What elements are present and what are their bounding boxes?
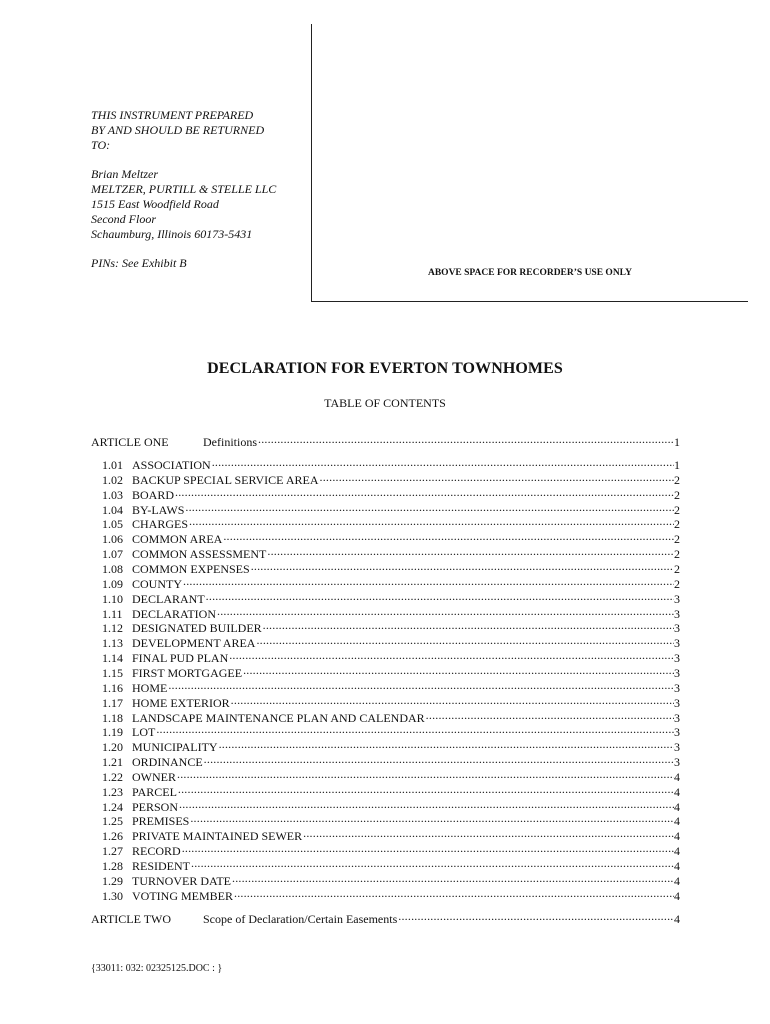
page-number: 4: [674, 814, 680, 829]
dot-leader: [266, 544, 674, 558]
document-title: DECLARATION FOR EVERTON TOWNHOMES: [207, 360, 563, 377]
section-title: OWNER: [132, 769, 176, 784]
dot-leader: [216, 604, 674, 618]
section-number: 1.03: [102, 487, 123, 502]
section-title: COMMON EXPENSES: [132, 562, 250, 576]
section-number: 1.21: [102, 755, 123, 769]
section-title: BOARD: [132, 487, 175, 502]
dot-leader: [231, 871, 674, 885]
section-title: RECORD: [132, 844, 181, 859]
toc-section-row[interactable]: [102, 767, 680, 784]
page-number: 4: [674, 888, 680, 903]
toc-section-row[interactable]: [102, 752, 680, 769]
page-number: 2: [674, 532, 680, 547]
section-number: 1.20: [102, 740, 123, 755]
toc-section-row[interactable]: [102, 663, 680, 680]
dot-leader: [257, 432, 674, 446]
toc-section-row[interactable]: [102, 797, 680, 814]
page-number: 4: [674, 799, 680, 814]
section-number: 1.09: [102, 576, 123, 591]
section-title: MUNICIPALITY: [132, 740, 218, 755]
article-title: Scope of Declaration/Certain Easements: [203, 912, 398, 926]
toc-section-row[interactable]: [102, 514, 680, 532]
page-number: 2: [674, 562, 680, 576]
page-number: 4: [674, 873, 680, 888]
dot-leader: [167, 678, 674, 692]
preparer-heading-line: TO:: [91, 138, 111, 152]
toc-section-row[interactable]: [102, 648, 680, 665]
section-title: HOME EXTERIOR: [132, 695, 230, 710]
section-title: LANDSCAPE MAINTENANCE PLAN AND CALENDAR: [132, 710, 425, 725]
section-number: 1.07: [102, 547, 123, 562]
section-title: BACKUP SPECIAL SERVICE AREA: [132, 472, 319, 487]
toc-section-row[interactable]: [102, 841, 680, 859]
section-number: 1.04: [102, 502, 123, 517]
dot-leader: [174, 485, 674, 499]
page-number: 3: [674, 636, 680, 651]
section-number: 1.19: [102, 725, 123, 740]
section-number: 1.26: [102, 829, 123, 844]
section-title: DECLARANT: [132, 591, 205, 606]
toc-section-row[interactable]: [102, 470, 680, 487]
toc-section-row[interactable]: [102, 811, 680, 829]
toc-section-row[interactable]: [102, 544, 680, 562]
page-number: 3: [674, 695, 680, 710]
section-title: VOTING MEMBER: [132, 888, 233, 903]
toc-section-row[interactable]: [102, 708, 680, 725]
section-title: COMMON AREA: [132, 532, 223, 547]
preparer-city: Schaumburg, Illinois 60173-5431: [91, 227, 253, 241]
section-number: 1.22: [102, 769, 123, 784]
section-number: 1.11: [102, 606, 123, 621]
section-number: 1.18: [102, 710, 123, 725]
page-number: 2: [674, 547, 680, 562]
toc-section-row[interactable]: [102, 722, 680, 740]
page-number: 1: [674, 458, 680, 472]
dot-leader: [222, 529, 674, 543]
section-title: COUNTY: [132, 576, 182, 591]
toc-section-row[interactable]: [102, 485, 680, 502]
toc-section-row[interactable]: [102, 604, 680, 621]
dot-leader: [250, 559, 674, 573]
dot-leader: [184, 500, 674, 514]
page-number: 2: [674, 502, 680, 517]
page-number: 3: [674, 651, 680, 665]
pins-note: PINs: See Exhibit B: [91, 256, 187, 270]
page-number: 2: [674, 487, 680, 502]
section-title: ORDINANCE: [132, 755, 203, 769]
page-number: 3: [674, 591, 680, 606]
toc-section-row[interactable]: [102, 500, 680, 517]
preparer-name: Brian Meltzer: [91, 167, 158, 181]
dot-leader: [181, 841, 674, 855]
section-title: HOME: [132, 680, 168, 695]
page-number: 3: [674, 725, 680, 740]
preparer-heading-line: BY AND SHOULD BE RETURNED: [91, 123, 265, 137]
section-number: 1.02: [102, 472, 123, 487]
section-number: 1.05: [102, 517, 123, 532]
dot-leader: [189, 811, 674, 825]
preparer-floor: Second Floor: [91, 212, 156, 226]
recorder-box-vertical-rule: [311, 24, 312, 302]
toc-section-row[interactable]: [102, 574, 680, 591]
dot-leader: [262, 618, 674, 632]
dot-leader: [155, 722, 674, 736]
page-number: 4: [674, 912, 680, 926]
toc-section-row[interactable]: [102, 693, 680, 710]
page-number: 4: [674, 784, 680, 799]
toc-section-row[interactable]: [102, 886, 680, 903]
page-number: 2: [674, 576, 680, 591]
section-number: 1.29: [102, 873, 123, 888]
toc-section-row[interactable]: [102, 782, 680, 799]
section-number: 1.08: [102, 562, 123, 576]
page-number: 3: [674, 606, 680, 621]
dot-leader: [397, 909, 674, 923]
page-number: 3: [674, 710, 680, 725]
section-number: 1.17: [102, 695, 123, 710]
section-title: PRIVATE MAINTAINED SEWER: [132, 829, 303, 844]
page-number: 4: [674, 844, 680, 859]
section-title: DEVELOPMENT AREA: [132, 636, 256, 651]
section-number: 1.15: [102, 665, 123, 680]
page-number: 4: [674, 859, 680, 873]
toc-section-row[interactable]: [102, 678, 680, 695]
dot-leader: [188, 514, 674, 528]
section-title: DESIGNATED BUILDER: [132, 621, 262, 636]
section-title: TURNOVER DATE: [132, 873, 231, 888]
section-number: 1.01: [102, 458, 123, 472]
section-title: FINAL PUD PLAN: [132, 651, 229, 665]
page-number: 4: [674, 769, 680, 784]
dot-leader: [190, 856, 674, 870]
toc-article-two[interactable]: [91, 909, 680, 926]
toc-section-row[interactable]: [102, 618, 680, 636]
section-title: CHARGES: [132, 517, 189, 532]
section-number: 1.28: [102, 859, 123, 873]
page-number: 3: [674, 621, 680, 636]
page-number: 1: [674, 435, 680, 449]
page-number: 3: [674, 680, 680, 695]
section-title: LOT: [132, 725, 156, 740]
dot-leader: [242, 663, 674, 677]
toc-section-row[interactable]: [102, 856, 680, 873]
section-number: 1.27: [102, 844, 123, 859]
section-title: COMMON ASSESSMENT: [132, 547, 267, 562]
section-number: 1.16: [102, 680, 123, 695]
section-number: 1.12: [102, 621, 123, 636]
page-number: 3: [674, 665, 680, 680]
page-number: 3: [674, 740, 680, 755]
toc-section-row[interactable]: [102, 871, 680, 888]
section-number: 1.24: [102, 799, 123, 814]
section-number: 1.30: [102, 888, 123, 903]
section-title: FIRST MORTGAGEE: [132, 665, 243, 680]
toc-section-row[interactable]: [102, 737, 680, 755]
dot-leader: [182, 574, 674, 588]
article-title: Definitions: [203, 435, 257, 449]
dot-leader: [425, 708, 674, 722]
dot-leader: [218, 737, 674, 751]
page-number: 4: [674, 829, 680, 844]
toc-section-row[interactable]: [102, 589, 680, 606]
section-number: 1.06: [102, 532, 123, 547]
section-number: 1.13: [102, 636, 123, 651]
dot-leader: [228, 648, 674, 662]
dot-leader: [302, 826, 674, 840]
dot-leader: [177, 782, 674, 796]
dot-leader: [233, 886, 674, 900]
section-title: ASSOCIATION: [132, 458, 211, 472]
dot-leader: [205, 589, 674, 603]
preparer-heading-line: THIS INSTRUMENT PREPARED: [91, 108, 254, 122]
dot-leader: [255, 633, 674, 647]
preparer-block: [91, 108, 306, 271]
section-number: 1.14: [102, 651, 123, 665]
preparer-street: 1515 East Woodfield Road: [91, 197, 219, 211]
toc-article-one[interactable]: [91, 432, 680, 449]
toc-section-row[interactable]: [102, 826, 680, 844]
dot-leader: [176, 767, 674, 781]
article-number: ARTICLE ONE: [91, 435, 169, 449]
section-title: RESIDENT: [132, 859, 190, 873]
toc-section-row[interactable]: [102, 559, 680, 576]
toc-section-row[interactable]: [102, 455, 680, 472]
article-number: ARTICLE TWO: [91, 912, 172, 926]
page-number: 3: [674, 755, 680, 769]
dot-leader: [203, 752, 674, 766]
dot-leader: [211, 455, 674, 469]
section-title: PERSON: [132, 799, 179, 814]
section-title: BY-LAWS: [132, 502, 185, 517]
toc-section-row[interactable]: [102, 529, 680, 547]
dot-leader: [319, 470, 674, 484]
recorder-use-note: ABOVE SPACE FOR RECORDER’S USE ONLY: [427, 268, 633, 278]
recorder-box-horizontal-rule: [311, 301, 748, 302]
dot-leader: [230, 693, 674, 707]
section-number: 1.10: [102, 591, 123, 606]
page-number: 2: [674, 472, 680, 487]
section-title: PREMISES: [132, 814, 190, 829]
section-number: 1.23: [102, 784, 123, 799]
section-title: PARCEL: [132, 784, 177, 799]
section-number: 1.25: [102, 814, 123, 829]
page-number: 2: [674, 517, 680, 532]
preparer-firm: MELTZER, PURTILL & STELLE LLC: [91, 182, 277, 196]
section-title: DECLARATION: [132, 606, 216, 621]
dot-leader: [178, 797, 674, 811]
toc-heading: TABLE OF CONTENTS: [324, 396, 446, 410]
toc-section-row[interactable]: [102, 633, 680, 651]
document-footer-code: {33011: 032: 02325125.DOC : }: [91, 963, 223, 974]
